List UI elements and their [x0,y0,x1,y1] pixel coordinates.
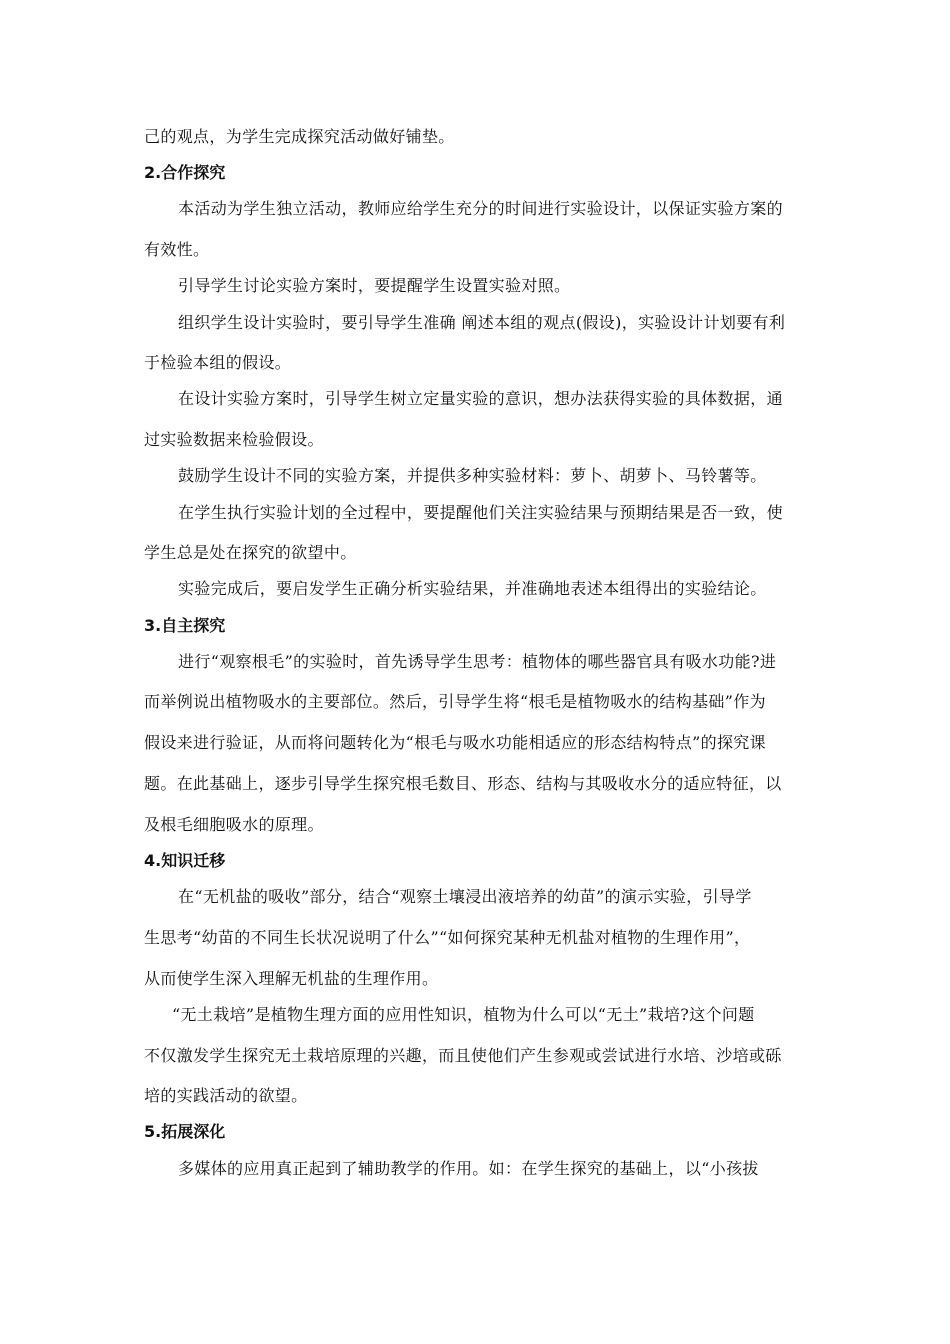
paragraph-line: 进行“观察根毛”的实验时，首先诱导学生思考：植物体的哪些器官具有吸水功能?进 [178,652,777,671]
paragraph-line: 有效性。 [144,240,210,259]
section-heading: 3.自主探究 [144,616,226,635]
paragraph-line: 从而使学生深入理解无机盐的生理作用。 [144,969,439,988]
paragraph-line: 生思考“幼苗的不同生长状况说明了什么”“如何探究某种无机盐对植物的生理作用”， [144,928,751,947]
paragraph-line: 多媒体的应用真正起到了辅助教学的作用。如：在学生探究的基础上，以“小孩拔 [178,1159,759,1178]
paragraph-line: 实验完成后，要启发学生正确分析实验结果，并准确地表述本组得出的实验结论。 [178,579,767,598]
paragraph-line: 过实验数据来检验假设。 [144,430,324,449]
section-heading: 4.知识迁移 [144,851,226,870]
paragraph-line: 引导学生讨论实验方案时，要提醒学生设置实验对照。 [178,276,571,295]
paragraph-line: 本活动为学生独立活动，教师应给学生充分的时间进行实验设计，以保证实验方案的 [178,199,783,218]
paragraph-line: 鼓励学生设计不同的实验方案，并提供多种实验材料：萝卜、胡萝卜、马铃薯等。 [178,466,767,485]
paragraph-line: 题。在此基础上，逐步引导学生探究根毛数目、形态、结构与其吸收水分的适应特征，以 [144,774,782,793]
section-heading: 5.拓展深化 [144,1122,226,1141]
paragraph-line: 在设计实验方案时，引导学生树立定量实验的意识，想办法获得实验的具体数据，通 [178,389,783,408]
paragraph-line: 学生总是处在探究的欲望中。 [144,543,357,562]
paragraph-line: 不仅激发学生探究无土栽培原理的兴趣，而且使他们产生参观或尝试进行水培、沙培或砾 [144,1046,782,1065]
paragraph-line: “无土栽培”是植物生理方面的应用性知识，植物为什么可以“无土”栽培?这个问题 [172,1005,755,1024]
paragraph-line: 组织学生设计实验时，要引导学生准确 阐述本组的观点(假设)，实验设计计划要有利 [178,313,786,332]
paragraph-line: 己的观点，为学生完成探究活动做好铺垫。 [144,127,455,146]
paragraph-line: 培的实践活动的欲望。 [144,1086,308,1105]
section-heading: 2.合作探究 [144,163,226,182]
paragraph-line: 及根毛细胞吸水的原理。 [144,815,324,834]
paragraph-line: 假设来进行验证，从而将问题转化为“根毛与吸水功能相适应的形态结构特点”的探究课 [144,733,767,752]
paragraph-line: 在“无机盐的吸收”部分，结合“观察土壤浸出液培养的幼苗”的演示实验，引导学 [178,887,752,906]
paragraph-line: 在学生执行实验计划的全过程中，要提醒他们关注实验结果与预期结果是否一致，使 [178,503,783,522]
paragraph-line: 而举例说出植物吸水的主要部位。然后，引导学生将“根毛是植物吸水的结构基础”作为 [144,692,767,711]
paragraph-line: 于检验本组的假设。 [144,353,292,372]
